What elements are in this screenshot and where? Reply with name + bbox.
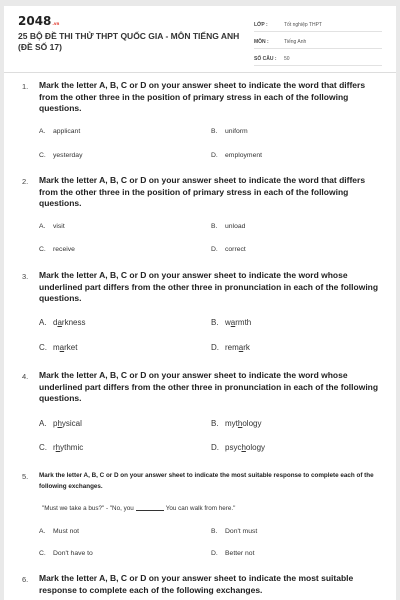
brand-name: 2048 bbox=[18, 14, 52, 28]
option-c[interactable] bbox=[39, 152, 82, 159]
option-d[interactable] bbox=[211, 443, 265, 452]
underlined-letter: h bbox=[57, 419, 62, 428]
stem-text: You can walk from here." bbox=[165, 505, 236, 512]
question-text: Mark the letter A, B, C or D on your answer sheet to indicate the most suitable response to complete each of the following exchanges. bbox=[39, 573, 354, 595]
option-text-part: m bbox=[53, 343, 60, 352]
option-text: visit bbox=[53, 223, 65, 230]
option-text: uniform bbox=[225, 128, 248, 135]
underlined-letter: h bbox=[55, 443, 61, 452]
option-text-part: rkness bbox=[61, 318, 86, 327]
option-letter: C. bbox=[39, 152, 46, 159]
meta-row-count bbox=[254, 49, 382, 66]
option-letter: D. bbox=[211, 152, 218, 159]
option-a[interactable] bbox=[39, 419, 82, 428]
option-d[interactable] bbox=[211, 246, 246, 253]
meta-value: 50 bbox=[284, 56, 290, 62]
option-letter: A. bbox=[39, 318, 47, 327]
option-text-part: myt bbox=[225, 419, 238, 428]
question-text: Mark the letter A, B, C or D on your answer sheet to indicate the most suitable response to complete each of the following exchanges. bbox=[39, 472, 374, 490]
brand-suffix: .vn bbox=[52, 21, 60, 26]
option-letter: B. bbox=[211, 223, 218, 230]
option-text: correct bbox=[225, 246, 246, 253]
meta-label: MÔN : bbox=[254, 39, 269, 45]
meta-panel bbox=[254, 15, 382, 66]
option-a[interactable] bbox=[39, 128, 80, 135]
underlined-letter: a bbox=[57, 318, 62, 327]
option-letter: D. bbox=[211, 343, 219, 352]
option-text: Don't have to bbox=[53, 550, 93, 557]
option-letter: C. bbox=[39, 343, 47, 352]
option-c[interactable] bbox=[39, 343, 77, 352]
option-text: applicant bbox=[53, 128, 81, 135]
stem-text: "Must we take a bus?" - "No, you bbox=[42, 505, 134, 512]
underlined-letter: a bbox=[238, 343, 244, 352]
option-b[interactable] bbox=[211, 223, 245, 230]
question-number: 1. bbox=[22, 82, 29, 91]
question-stem bbox=[42, 505, 235, 512]
option-text-part: w bbox=[225, 318, 231, 327]
option-c[interactable] bbox=[39, 246, 75, 253]
option-text: Don't must bbox=[225, 528, 258, 535]
option-letter: B. bbox=[211, 419, 219, 428]
question-number: 3. bbox=[22, 272, 29, 281]
option-a[interactable] bbox=[39, 223, 65, 230]
option-d[interactable] bbox=[211, 550, 254, 557]
question-text: Mark the letter A, B, C or D on your answer sheet to indicate the word whose underlined part differs from the other three in pronunciation in each of the following questions. bbox=[39, 270, 379, 303]
question-text: Mark the letter A, B, C or D on your answer sheet to indicate the word that differs from the other three in the position of primary stress in each of the following questions. bbox=[39, 175, 366, 208]
option-letter: A. bbox=[39, 128, 46, 135]
document-header bbox=[4, 6, 396, 64]
option-letter: A. bbox=[39, 223, 46, 230]
option-b[interactable] bbox=[211, 128, 248, 135]
option-text-part: rmth bbox=[235, 318, 252, 327]
meta-label: LỚP : bbox=[254, 22, 268, 28]
option-text-part: d bbox=[53, 318, 58, 327]
option-d[interactable] bbox=[211, 152, 262, 159]
option-text: employment bbox=[225, 152, 263, 159]
option-c[interactable] bbox=[39, 550, 93, 557]
option-text-part: rket bbox=[64, 343, 78, 352]
option-letter: C. bbox=[39, 443, 47, 452]
option-text-part: r bbox=[53, 443, 56, 452]
meta-row-class bbox=[254, 15, 382, 32]
option-a[interactable] bbox=[39, 528, 79, 535]
option-text-part: psyc bbox=[225, 443, 242, 452]
option-text: unload bbox=[225, 223, 246, 230]
option-text-part: ythmic bbox=[60, 443, 84, 452]
question-number: 4. bbox=[22, 372, 29, 381]
option-d[interactable] bbox=[211, 343, 250, 352]
option-text-part: ology bbox=[245, 443, 266, 452]
option-b[interactable] bbox=[211, 318, 251, 327]
option-c[interactable] bbox=[39, 443, 83, 452]
document-page bbox=[4, 6, 396, 600]
option-letter: D. bbox=[211, 246, 218, 253]
option-text: Better not bbox=[225, 550, 255, 557]
question-number: 2. bbox=[22, 177, 29, 186]
option-text-part: rem bbox=[225, 343, 239, 352]
option-text-part: rk bbox=[243, 343, 250, 352]
question-number: 5. bbox=[22, 472, 29, 481]
underlined-letter: h bbox=[237, 419, 243, 428]
option-letter: A. bbox=[39, 419, 47, 428]
underlined-letter: h bbox=[241, 443, 246, 452]
option-letter: C. bbox=[39, 550, 46, 557]
question-text: Mark the letter A, B, C or D on your answer sheet to indicate the word whose underlined part differs from the other three in pronunciation in each of the following questions. bbox=[39, 370, 379, 403]
option-text: Must not bbox=[53, 528, 80, 535]
option-b[interactable] bbox=[211, 528, 257, 535]
underlined-letter: a bbox=[59, 343, 65, 352]
underlined-letter: a bbox=[230, 318, 236, 327]
option-letter: C. bbox=[39, 246, 46, 253]
option-b[interactable] bbox=[211, 419, 261, 428]
meta-value: Tốt nghiệp THPT bbox=[284, 22, 322, 28]
meta-value: Tiếng Anh bbox=[284, 39, 307, 45]
option-text: receive bbox=[53, 246, 75, 253]
question-number: 6. bbox=[22, 575, 29, 584]
option-text: yesterday bbox=[53, 152, 83, 159]
header-divider bbox=[4, 72, 396, 73]
option-a[interactable] bbox=[39, 318, 85, 327]
meta-label: SỐ CÂU : bbox=[254, 56, 277, 62]
question-text: Mark the letter A, B, C or D on your answer sheet to indicate the word that differs from the other three in the position of primary stress in each of the following questions. bbox=[39, 80, 366, 113]
option-letter: D. bbox=[211, 550, 218, 557]
option-letter: D. bbox=[211, 443, 219, 452]
option-letter: B. bbox=[211, 528, 218, 535]
option-text-part: ology bbox=[242, 419, 262, 428]
brand-logo[interactable] bbox=[18, 14, 59, 28]
option-text-part: p bbox=[53, 419, 58, 428]
option-letter: B. bbox=[211, 318, 219, 327]
page-title: 25 BỘ ĐỀ THI THỬ THPT QUỐC GIA - MÔN TIẾNG ANH (ĐỀ SỐ 17) bbox=[18, 31, 240, 52]
option-letter: A. bbox=[39, 528, 46, 535]
meta-row-subject bbox=[254, 32, 382, 49]
answer-blank bbox=[136, 510, 164, 511]
option-letter: B. bbox=[211, 128, 218, 135]
option-text-part: ysical bbox=[61, 419, 82, 428]
